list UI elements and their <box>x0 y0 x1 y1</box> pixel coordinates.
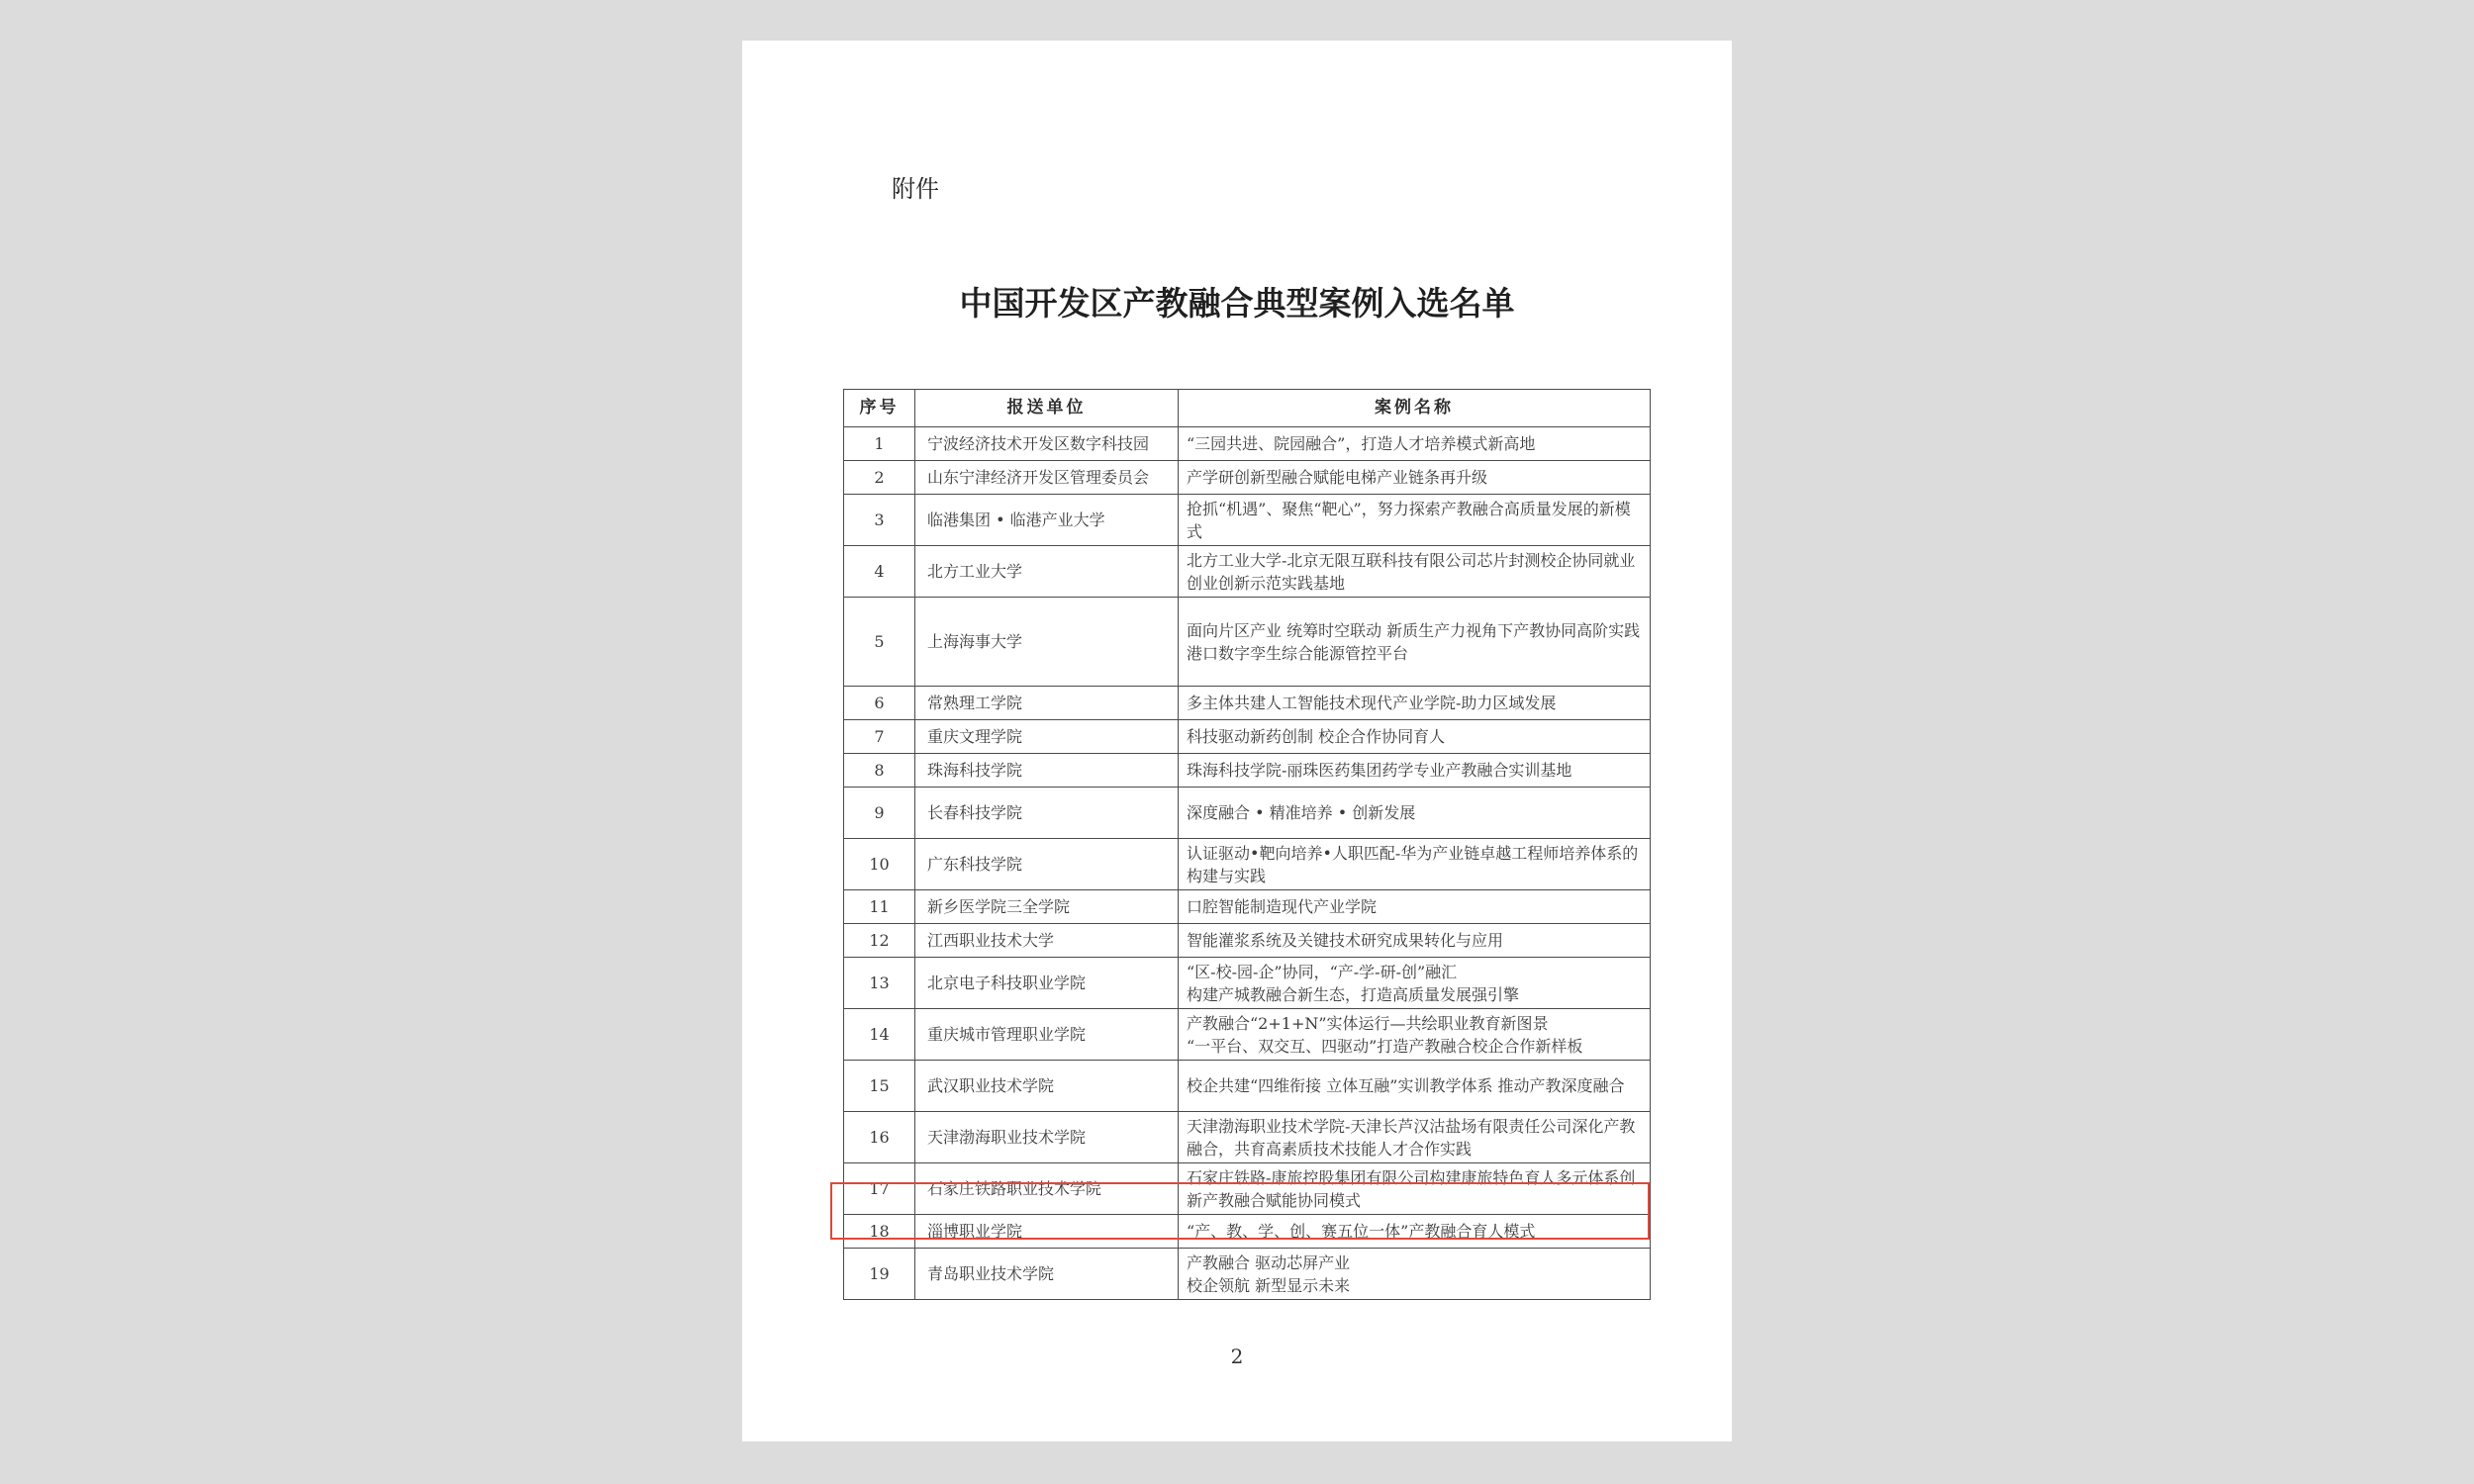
document-page <box>742 41 1732 1441</box>
header-serial-number: 序号 <box>844 390 915 427</box>
table-row <box>844 1112 1651 1163</box>
table-row <box>844 1061 1651 1112</box>
case-name-line: “区-校-园-企”协同，“产-学-研-创”融汇 <box>1187 962 1458 981</box>
row-submitting-unit: 宁波经济技术开发区数字科技园 <box>915 427 1179 461</box>
row-submitting-unit: 青岛职业技术学院 <box>915 1249 1179 1300</box>
case-name-line: 产教融合 驱动芯屏产业 <box>1187 1252 1351 1272</box>
table-body <box>844 427 1651 1300</box>
table-row <box>844 461 1651 495</box>
row-serial-number: 19 <box>844 1249 915 1300</box>
row-submitting-unit: 淄博职业学院 <box>915 1215 1179 1249</box>
row-case-name <box>1179 924 1651 958</box>
row-case-name <box>1179 461 1651 495</box>
row-serial-number: 2 <box>844 461 915 495</box>
case-name-line: “产、教、学、创、赛五位一体”产教融合育人模式 <box>1187 1222 1536 1241</box>
row-case-name <box>1179 687 1651 720</box>
row-case-name <box>1179 1163 1651 1215</box>
row-submitting-unit: 常熟理工学院 <box>915 687 1179 720</box>
selection-list-table <box>843 389 1651 1300</box>
case-name-line: 抢抓“机遇”、聚焦“靶心”，努力探索产教融合高质量发展的新模式 <box>1187 499 1631 541</box>
case-name-line: 多主体共建人工智能技术现代产业学院-助力区域发展 <box>1187 694 1557 712</box>
row-submitting-unit: 北京电子科技职业学院 <box>915 958 1179 1009</box>
table-row <box>844 754 1651 788</box>
table-row <box>844 839 1651 890</box>
row-submitting-unit: 临港集团 • 临港产业大学 <box>915 495 1179 546</box>
table-row <box>844 546 1651 598</box>
row-serial-number: 18 <box>844 1215 915 1249</box>
row-serial-number: 14 <box>844 1009 915 1061</box>
table-row <box>844 1215 1651 1249</box>
row-submitting-unit: 江西职业技术大学 <box>915 924 1179 958</box>
case-name-line: 产教融合“2+1+N”实体运行—共绘职业教育新图景 <box>1187 1013 1549 1033</box>
case-name-line: 珠海科技学院-丽珠医药集团药学专业产教融合实训基地 <box>1187 761 1572 780</box>
table-row <box>844 598 1651 687</box>
header-case-name: 案例名称 <box>1179 390 1651 427</box>
row-case-name <box>1179 1112 1651 1163</box>
header-submitting-unit: 报送单位 <box>915 390 1179 427</box>
table-row <box>844 1009 1651 1061</box>
row-case-name <box>1179 1249 1651 1300</box>
row-submitting-unit: 石家庄铁路职业技术学院 <box>915 1163 1179 1215</box>
attachment-label: 附件 <box>892 175 939 203</box>
case-name-line: 港口数字孪生综合能源管控平台 <box>1187 643 1409 663</box>
table-row <box>844 1163 1651 1215</box>
row-serial-number: 1 <box>844 427 915 461</box>
table-row <box>844 427 1651 461</box>
row-case-name <box>1179 427 1651 461</box>
row-serial-number: 16 <box>844 1112 915 1163</box>
case-name-line: 石家庄铁路-康旅控股集团有限公司构建康旅特色育人多元体系创新产教融合赋能协同模式 <box>1187 1167 1636 1210</box>
row-serial-number: 17 <box>844 1163 915 1215</box>
table-row <box>844 720 1651 754</box>
row-case-name <box>1179 1009 1651 1061</box>
row-submitting-unit: 重庆城市管理职业学院 <box>915 1009 1179 1061</box>
case-name-line: 智能灌浆系统及关键技术研究成果转化与应用 <box>1187 931 1504 950</box>
table-row <box>844 687 1651 720</box>
page-number: 2 <box>1230 1345 1244 1368</box>
row-case-name <box>1179 495 1651 546</box>
row-submitting-unit: 北方工业大学 <box>915 546 1179 598</box>
row-submitting-unit: 上海海事大学 <box>915 598 1179 687</box>
row-submitting-unit: 广东科技学院 <box>915 839 1179 890</box>
case-name-line: 认证驱动•靶向培养•人职匹配-华为产业链卓越工程师培养体系的构建与实践 <box>1187 843 1639 885</box>
row-case-name <box>1179 839 1651 890</box>
row-serial-number: 4 <box>844 546 915 598</box>
row-submitting-unit: 长春科技学院 <box>915 788 1179 839</box>
case-name-line: 构建产城教融合新生态，打造高质量发展强引擎 <box>1187 984 1520 1004</box>
row-case-name <box>1179 788 1651 839</box>
row-serial-number: 3 <box>844 495 915 546</box>
row-submitting-unit: 山东宁津经济开发区管理委员会 <box>915 461 1179 495</box>
row-serial-number: 5 <box>844 598 915 687</box>
row-submitting-unit: 珠海科技学院 <box>915 754 1179 788</box>
table-row <box>844 890 1651 924</box>
row-serial-number: 7 <box>844 720 915 754</box>
case-name-line: 校企共建“四维衔接 立体互融”实训教学体系 推动产教深度融合 <box>1187 1076 1625 1095</box>
row-serial-number: 15 <box>844 1061 915 1112</box>
case-name-line: “三园共进、院园融合”，打造人才培养模式新高地 <box>1187 434 1536 453</box>
row-case-name <box>1179 546 1651 598</box>
table-row <box>844 958 1651 1009</box>
row-case-name <box>1179 720 1651 754</box>
row-case-name <box>1179 958 1651 1009</box>
row-serial-number: 6 <box>844 687 915 720</box>
case-name-line: 口腔智能制造现代产业学院 <box>1187 897 1378 916</box>
case-name-line: 天津渤海职业技术学院-天津长芦汉沽盐场有限责任公司深化产教融合，共育高素质技术技能人才合作实践 <box>1187 1116 1636 1159</box>
row-serial-number: 12 <box>844 924 915 958</box>
table-row <box>844 495 1651 546</box>
row-serial-number: 11 <box>844 890 915 924</box>
case-name-line: “一平台、双交互、四驱动”打造产教融合校企合作新样板 <box>1187 1036 1583 1056</box>
case-name-line: 深度融合 • 精准培养 • 创新发展 <box>1187 803 1416 822</box>
case-name-line: 校企领航 新型显示未来 <box>1187 1275 1351 1295</box>
case-name-line: 科技驱动新药创制 校企合作协同育人 <box>1187 727 1446 746</box>
row-case-name <box>1179 1215 1651 1249</box>
row-serial-number: 13 <box>844 958 915 1009</box>
page-title: 中国开发区产教融合典型案例入选名单 <box>959 284 1515 323</box>
row-case-name <box>1179 598 1651 687</box>
row-case-name <box>1179 1061 1651 1112</box>
row-serial-number: 8 <box>844 754 915 788</box>
case-name-line: 面向片区产业 统筹时空联动 新质生产力视角下产教协同高阶实践 <box>1187 620 1641 640</box>
table-row <box>844 788 1651 839</box>
row-case-name <box>1179 754 1651 788</box>
table-row <box>844 924 1651 958</box>
table-header-row <box>844 390 1651 427</box>
table-row <box>844 1249 1651 1300</box>
case-name-line: 北方工业大学-北京无限互联科技有限公司芯片封测校企协同就业创业创新示范实践基地 <box>1187 550 1636 593</box>
row-submitting-unit: 重庆文理学院 <box>915 720 1179 754</box>
row-serial-number: 9 <box>844 788 915 839</box>
row-submitting-unit: 新乡医学院三全学院 <box>915 890 1179 924</box>
row-submitting-unit: 武汉职业技术学院 <box>915 1061 1179 1112</box>
row-submitting-unit: 天津渤海职业技术学院 <box>915 1112 1179 1163</box>
row-case-name <box>1179 890 1651 924</box>
row-serial-number: 10 <box>844 839 915 890</box>
case-name-line: 产学研创新型融合赋能电梯产业链条再升级 <box>1187 468 1488 487</box>
